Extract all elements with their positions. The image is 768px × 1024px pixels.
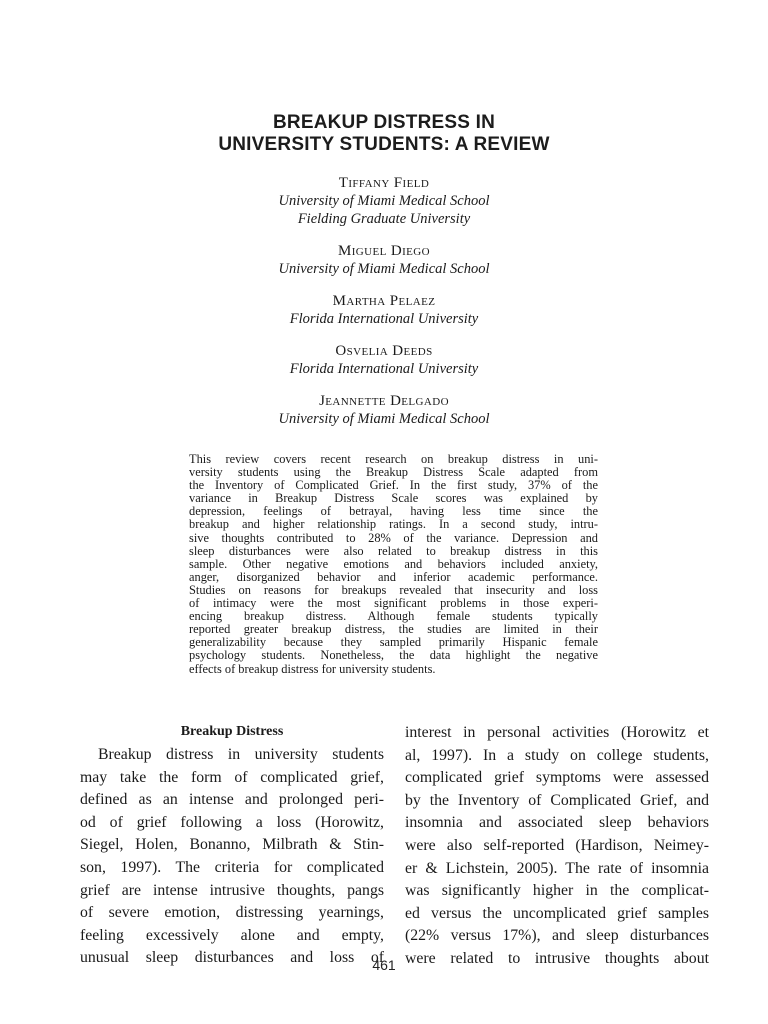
body-line: defined as an intense and prolonged peri- bbox=[80, 791, 384, 809]
author-name: Jeannette Delgado bbox=[319, 393, 449, 409]
author-block bbox=[0, 342, 768, 378]
abstract-line: anger, disorganized behavior and inferior academic performance. bbox=[189, 569, 598, 584]
body-line: may take the form of complicated grief, bbox=[80, 768, 384, 786]
abstract-line: sive thoughts contributed to 28% of the variance. Depression and bbox=[189, 530, 598, 545]
body-line: of severe emotion, distressing yearnings, bbox=[80, 904, 384, 922]
body-line: complicated grief symptoms were assessed bbox=[405, 769, 709, 787]
body-line: od of grief following a loss (Horowitz, bbox=[80, 813, 384, 831]
abstract-line: reported greater breakup distress, the studies are limited in their bbox=[189, 622, 598, 637]
body-line: interest in personal activities (Horowitz et bbox=[405, 724, 709, 741]
abstract-line: depression, feelings of betrayal, having less time since the bbox=[189, 504, 598, 519]
abstract bbox=[189, 453, 598, 676]
author-name: Miguel Diego bbox=[338, 243, 430, 259]
abstract-line: breakup and higher relationship ratings. In a second study, intru- bbox=[189, 517, 598, 532]
body-line: unusual sleep disturbances and loss of bbox=[80, 949, 384, 967]
body-line: al, 1997). In a study on college students, bbox=[405, 746, 709, 764]
body-line: was significantly higher in the complicat- bbox=[405, 882, 709, 900]
author-affiliation: Florida International University bbox=[289, 361, 479, 377]
body-line: by the Inventory of Complicated Grief, and bbox=[405, 791, 709, 809]
body-column-right bbox=[405, 722, 709, 971]
body-line: Siegel, Holen, Bonanno, Milbrath & Stin- bbox=[80, 836, 384, 854]
body-column-left bbox=[80, 722, 384, 970]
body-line: grief are intense intrusive thoughts, pangs bbox=[80, 881, 384, 899]
author-affiliation: Fielding Graduate University bbox=[297, 211, 471, 227]
title-line: BREAKUP DISTRESS IN bbox=[273, 112, 495, 133]
author-block bbox=[0, 174, 768, 228]
author-block bbox=[0, 242, 768, 278]
author-affiliation: University of Miami Medical School bbox=[278, 193, 490, 209]
body-line: Breakup distress in university students bbox=[98, 746, 384, 763]
abstract-line: variance in Breakup Distress Scale scores was explained by bbox=[189, 491, 598, 506]
abstract-line: encing breakup distress. Although female students typically bbox=[189, 609, 598, 624]
author-name: Martha Pelaez bbox=[332, 293, 436, 309]
body-line: were related to intrusive thoughts about bbox=[405, 949, 709, 967]
body-line: feeling excessively alone and empty, bbox=[80, 926, 384, 944]
author-block bbox=[0, 392, 768, 428]
section-heading: Breakup Distress bbox=[180, 724, 284, 739]
author-affiliation: University of Miami Medical School bbox=[278, 411, 490, 427]
body-line: ed versus the uncomplicated grief samples bbox=[405, 904, 709, 922]
abstract-line: effects of breakup distress for university students. bbox=[189, 661, 436, 676]
abstract-line: This review covers recent research on breakup distress in uni- bbox=[189, 452, 598, 466]
abstract-line: sample. Other negative emotions and behaviors included anxiety, bbox=[189, 556, 598, 571]
abstract-line: generalizability because they sampled primarily Hispanic female bbox=[189, 635, 598, 650]
author-block bbox=[0, 292, 768, 328]
author-list bbox=[0, 174, 768, 442]
page-number: 461 bbox=[372, 957, 396, 973]
abstract-line: sleep disturbances were also related to breakup distress in this bbox=[189, 543, 598, 558]
author-name: Tiffany Field bbox=[338, 175, 430, 191]
author-affiliation: University of Miami Medical School bbox=[278, 261, 490, 277]
abstract-line: the Inventory of Complicated Grief. In the first study, 37% of the bbox=[189, 478, 598, 493]
body-line: (22% versus 17%), and sleep disturbances bbox=[405, 927, 709, 945]
abstract-line: versity students using the Breakup Distress Scale adapted from bbox=[189, 465, 598, 480]
abstract-line: Studies on reasons for breakups revealed that insecurity and loss bbox=[189, 582, 598, 597]
body-line: were also self-reported (Hardison, Neimey- bbox=[405, 836, 709, 854]
title-line: UNIVERSITY STUDENTS: A REVIEW bbox=[218, 134, 550, 155]
body-line: er & Lichstein, 2005). The rate of insomnia bbox=[405, 859, 709, 877]
article-title bbox=[0, 112, 768, 156]
author-name: Osvelia Deeds bbox=[335, 343, 433, 359]
body-line: son, 1997). The criteria for complicated bbox=[80, 858, 384, 876]
author-affiliation: Florida International University bbox=[289, 311, 479, 327]
abstract-line: of intimacy were the most significant problems in those experi- bbox=[189, 596, 598, 611]
abstract-line: psychology students. Nonetheless, the data highlight the negative bbox=[189, 648, 598, 663]
body-line: insomnia and associated sleep behaviors bbox=[405, 814, 709, 832]
